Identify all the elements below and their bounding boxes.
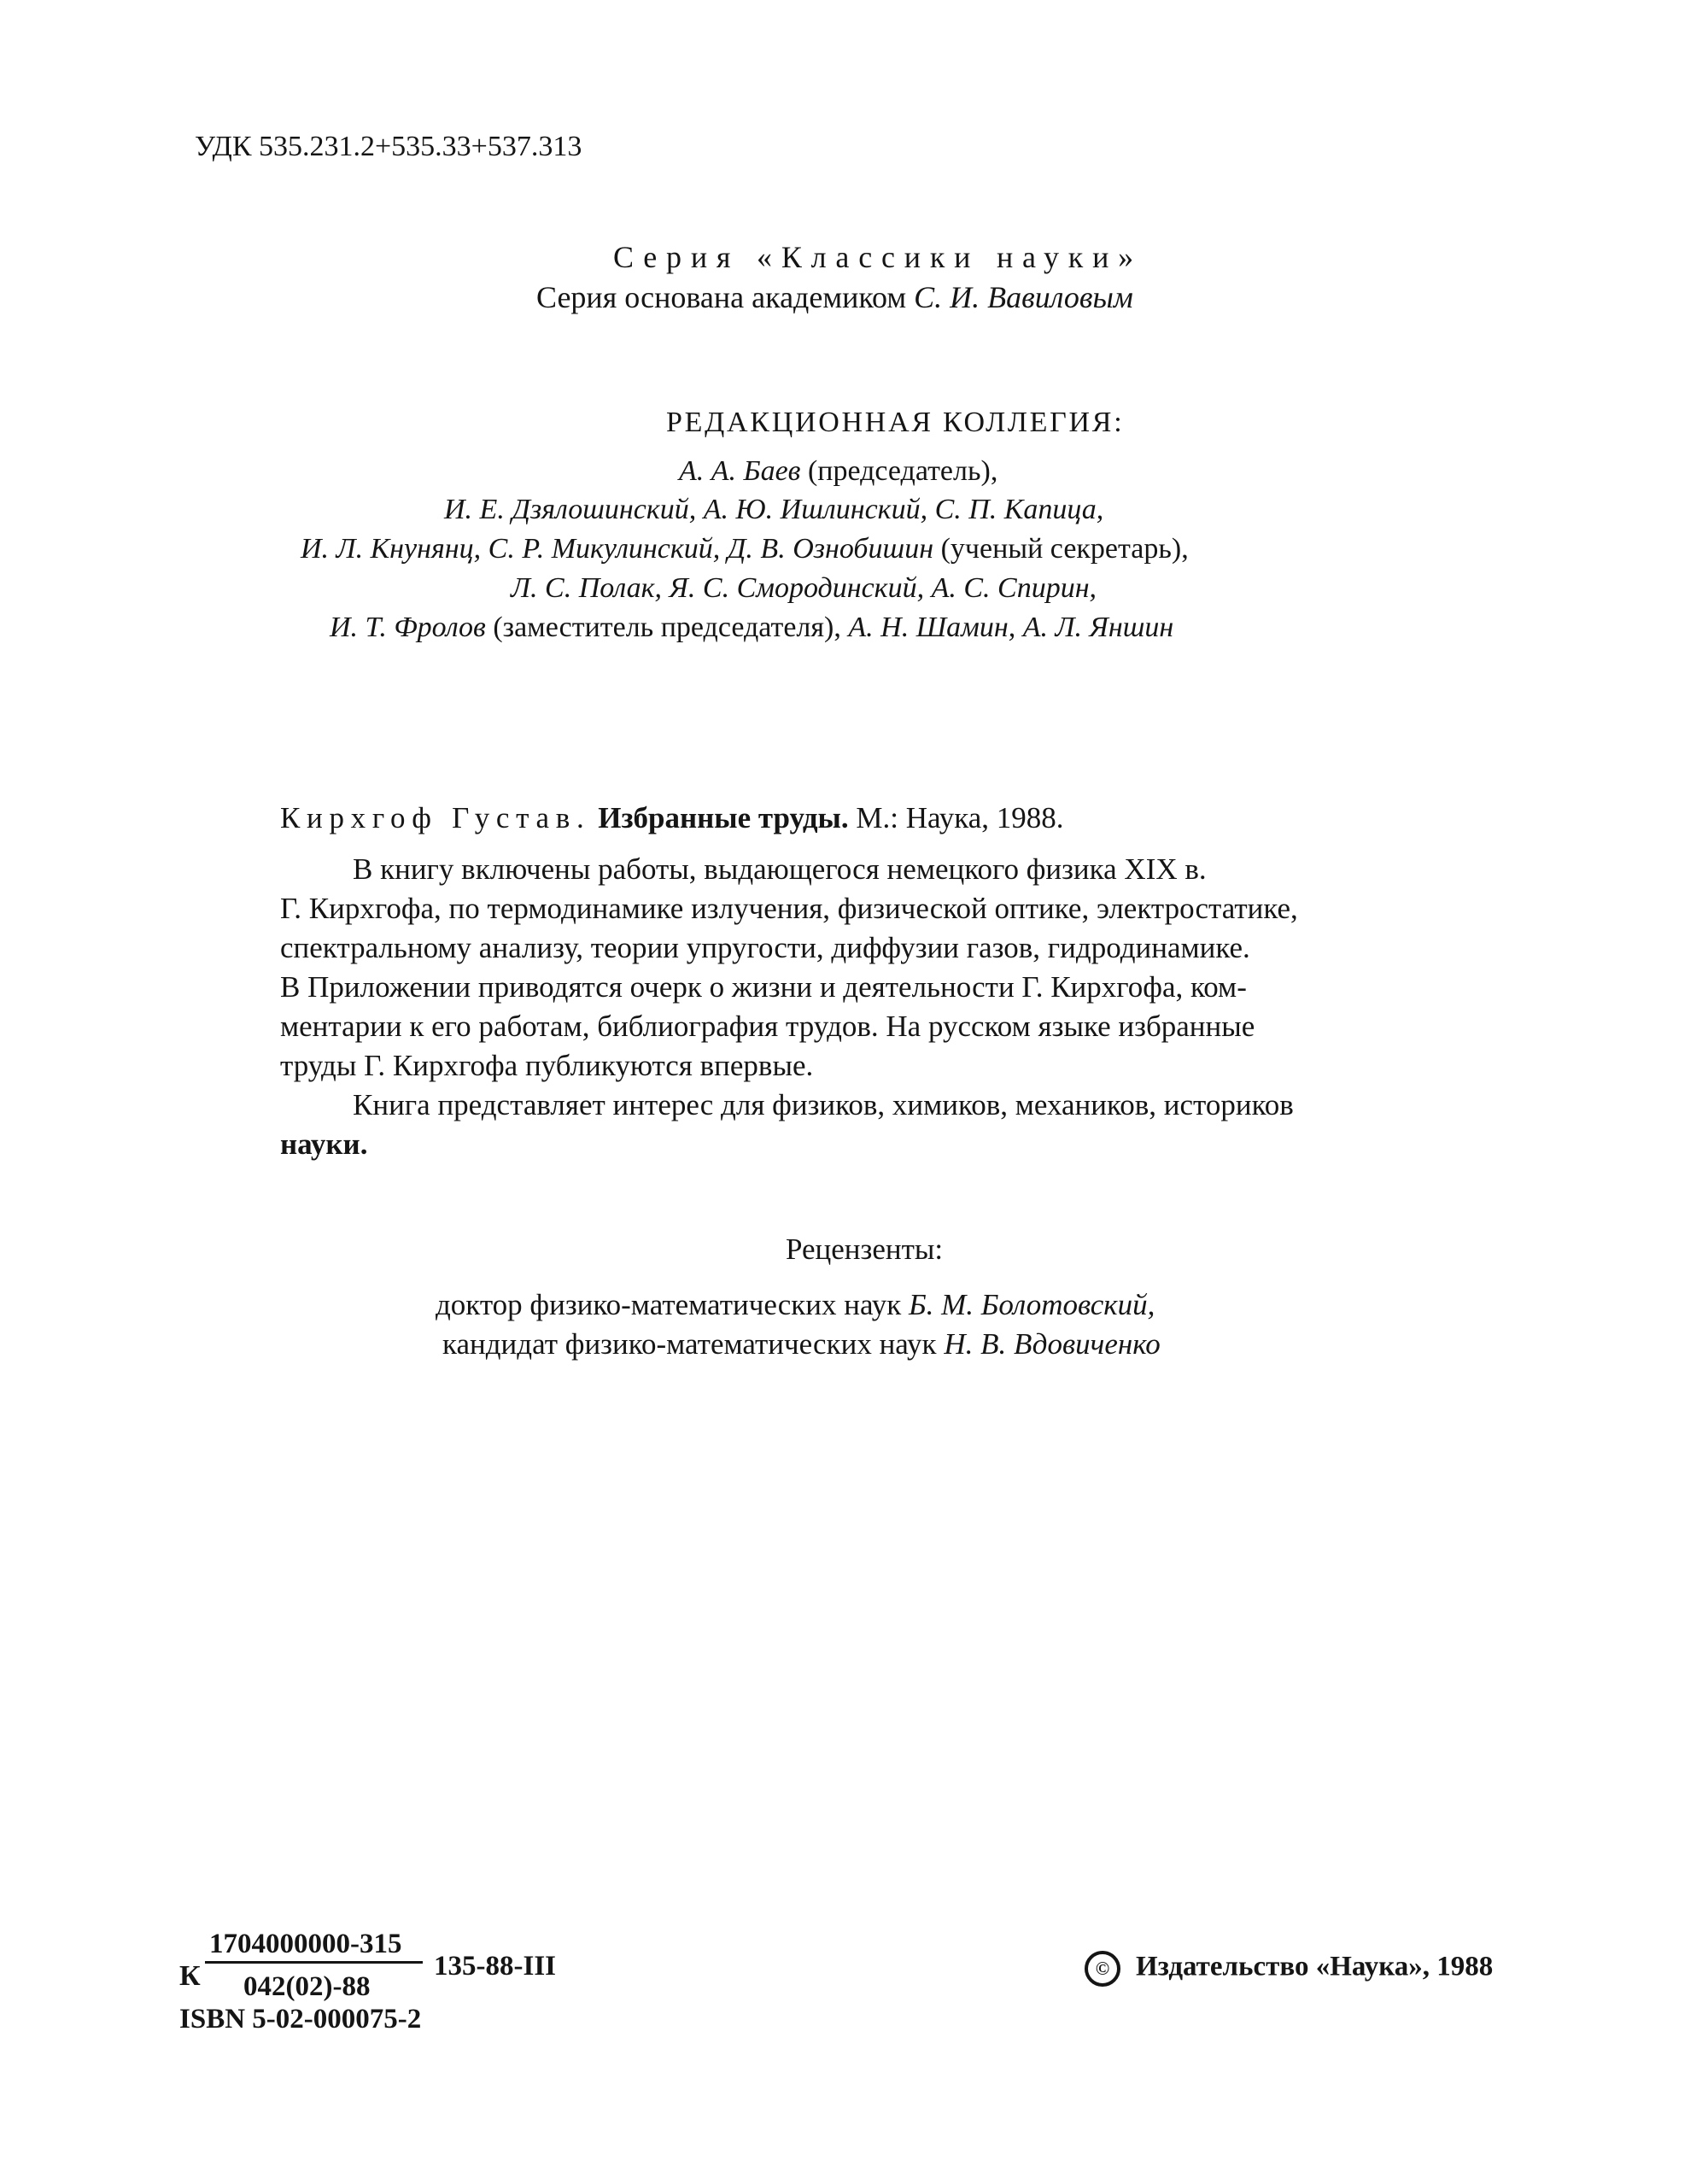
- board-secretary-role: (ученый секретарь),: [940, 533, 1189, 565]
- board-vice-chair-name: И. Т. Фролов: [330, 612, 486, 643]
- citation-title: Избранные труды.: [598, 801, 849, 834]
- reviewer-1: [436, 1290, 1155, 1320]
- description-line: В Приложении приводятся очерк о жизни и деятельности Г. Кирхгофа, ком-: [280, 970, 1247, 1004]
- board-line-2: И. Е. Дзялошинский, А. Ю. Ишлинский, С. П. Капица,: [444, 494, 1104, 525]
- description-line: науки.: [280, 1127, 368, 1161]
- series-founder-name: С. И. Вавиловым: [914, 280, 1133, 314]
- reviewer-1-name: Б. М. Болотовский,: [908, 1288, 1155, 1321]
- board-chair-role: (председатель),: [807, 455, 998, 487]
- reviewer-2: [442, 1329, 1161, 1359]
- udk-code: УДК 535.231.2+535.33+537.313: [195, 131, 582, 162]
- copyright-text: Издательство «Наука», 1988: [1136, 1951, 1494, 1982]
- board-line-4: Л. С. Полак, Я. С. Смородинский, А. С. Спирин,: [511, 572, 1097, 604]
- description-line: труды Г. Кирхгофа публикуются впервые.: [280, 1049, 814, 1082]
- book-citation: [280, 803, 1064, 833]
- copyright-notice: [1085, 1951, 1493, 1987]
- description-line: Книга представляет интерес для физиков, химиков, механиков, историков: [353, 1088, 1294, 1121]
- series-founded-prefix: Серия основана академиком: [536, 280, 907, 314]
- fraction-bar: [205, 1961, 423, 1964]
- description-line: Г. Кирхгофа, по термодинамике излучения, физической оптике, электростатике,: [280, 892, 1298, 925]
- board-chair-name: А. А. Баев: [679, 455, 801, 487]
- reviewer-1-degree: доктор физико-математических наук: [436, 1288, 902, 1321]
- board-header: РЕДАКЦИОННАЯ КОЛЛЕГИЯ:: [666, 407, 1125, 438]
- citation-publisher: М.: Наука, 1988.: [856, 801, 1064, 834]
- index-suffix: 135-88-III: [434, 1951, 557, 1982]
- board-vice-chair-role: (заместитель председателя),: [493, 612, 841, 643]
- series-founded: [536, 282, 1133, 313]
- board-line-3-names: И. Л. Кнунянц, С. Р. Микулинский, Д. В. Ознобишин: [301, 533, 934, 565]
- copyright-icon: ©: [1085, 1951, 1120, 1987]
- board-line-3: [301, 535, 1189, 564]
- reviewer-2-degree: кандидат физико-математических наук: [442, 1327, 937, 1361]
- series-title: Серия «Классики науки»: [613, 240, 1143, 274]
- description-line: ментарии к его работам, библиография трудов. На русском языке избранные: [280, 1010, 1255, 1043]
- board-line-5-names: А. Н. Шамин, А. Л. Яншин: [848, 612, 1174, 643]
- board-line-5: [330, 613, 1173, 642]
- reviewer-2-name: Н. В. Вдовиченко: [944, 1327, 1161, 1361]
- description-line: спектральному анализу, теории упругости, диффузии газов, гидродинамике.: [280, 931, 1250, 964]
- description-line: В книгу включены работы, выдающегося немецкого физика XIX в.: [353, 852, 1207, 886]
- index-denominator: 042(02)-88: [243, 1971, 371, 2002]
- isbn: ISBN 5-02-000075-2: [179, 2004, 422, 2035]
- index-letter: К: [179, 1960, 201, 1992]
- board-line-1: [679, 457, 997, 486]
- citation-author: Кирхгоф Густав.: [280, 801, 591, 834]
- index-numerator: 1704000000-315: [209, 1929, 402, 1959]
- reviewers-header: Рецензенты:: [786, 1232, 944, 1266]
